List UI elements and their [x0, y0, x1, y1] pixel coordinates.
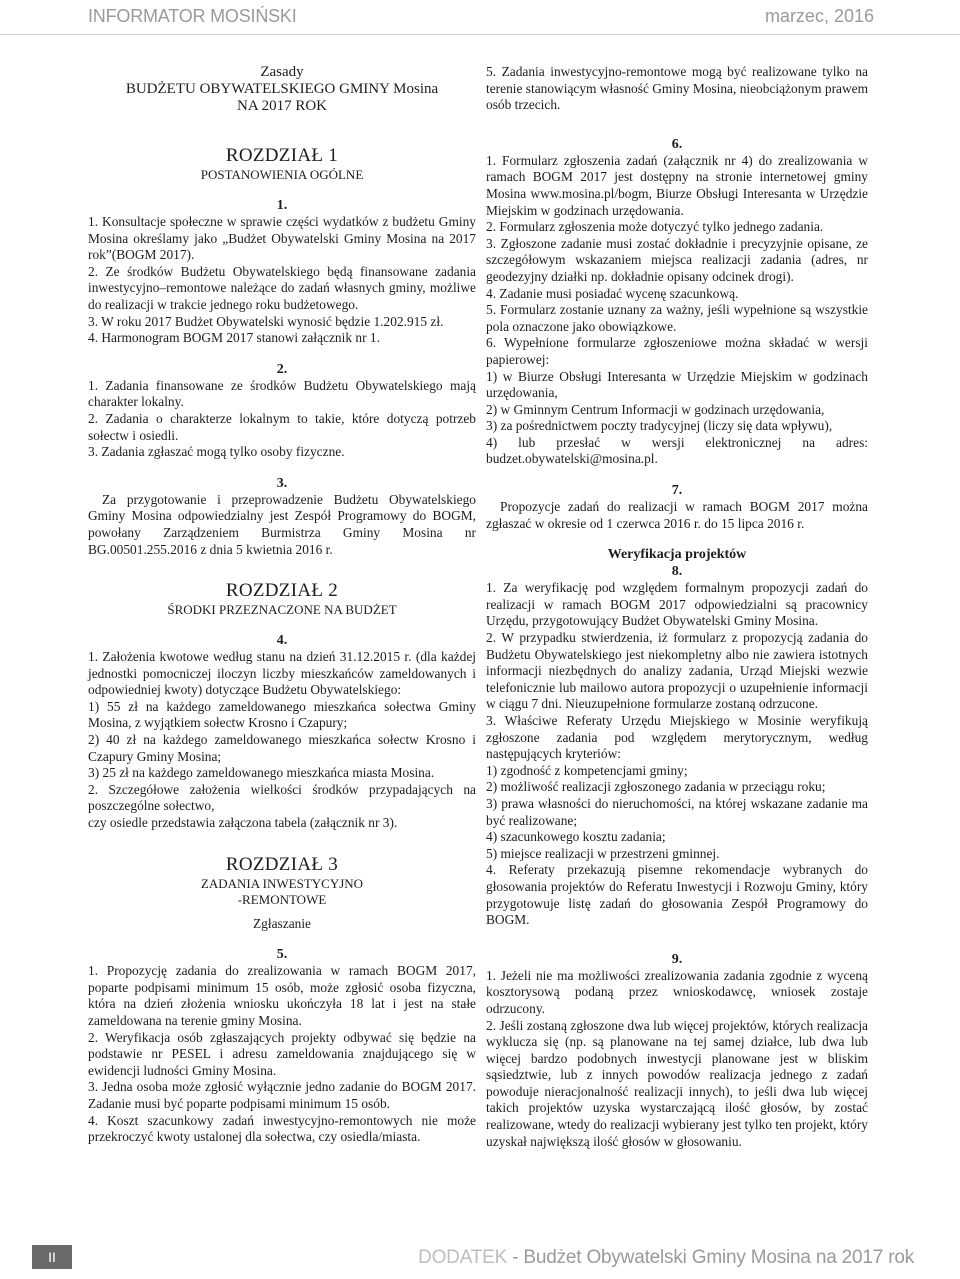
section-3-heading: 3. [276, 475, 288, 491]
publication-title: INFORMATOR MOSIŃSKI [88, 6, 297, 26]
section-4-point-1: 1. Założenia kwotowe według stanu na dzień 31.12.2015 r. (dla każdej jednostki pomocniczej iloczyn liczby mieszkańców zameldowanych i odpowiedniej kwoty) dotyczące Budżetu Obywatelskiego: [88, 649, 476, 698]
section-2-point-2: 2. Zadania o charakterze lokalnym to takie, które dotyczą potrzeb sołectw i osiedli. [88, 410, 476, 443]
section-8-heading: 8. [671, 564, 683, 580]
section-6-point-1: 1. Formularz zgłoszenia zadań (załącznik nr 4) do zrealizowania w ramach BOGM 2017 jest dostępny na stronie internetowej gminy Mosina www.mosina.pl/bogm, Biurze Obsługi Interesanta w Urzędzie Miejskim w godzinach urzędowania. [486, 152, 868, 218]
page-footer [0, 1239, 960, 1279]
section-1-point-2: 2. Ze środków Budżetu Obywatelskiego będą finansowane zadania inwestycyjno–remontowe należące do zadań własnych gminy, możliwe do realizacji w trakcie jednego roku budżetowego. [88, 263, 476, 312]
section-6-point-6c: 3) za pośrednictwem poczty tradycyjnej (liczy się data wpływu), [486, 418, 833, 434]
section-9-point-2: 2. Jeśli zostaną zgłoszone dwa lub więcej projektów, których realizacja wyklucza się (np. są planowane na tej samej działce, lub dwa lub więcej bardzo podobnych inwestycji planowane jest w bliskim sąsiedztwie, lub z innych powodów realizacja jednego z zadań powoduje nieracjonalność realizacji innych), to jeśli dwa lub więcej takich projektów uzyska wystarczającą ilość głosów, by zostać realizowane, wtedy do realizacji wybierany jest tylko ten projekt, który uzyskał największą ilość głosów w głosowaniu. [486, 1017, 868, 1149]
chapter-3-title: ROZDZIAŁ 3 [225, 853, 339, 875]
doc-title-line-3: NA 2017 ROK [236, 98, 327, 114]
section-3-text: Za przygotowanie i przeprowadzenie Budżetu Obywatelskiego Gminy Mosina odpowiedzialny jest Zespół Programowy do BOGM, powołany Zarządzeniem Burmistrza Gminy Mosina nr BG.00501.255.2016 z dnia 5 kwietnia 2016 r. [88, 491, 476, 557]
section-5-point-1: 1. Propozycję zadania do zrealizowania w ramach BOGM 2017, poparte podpisami minimum 15 osób, może zgłosić osoba fizyczna, która na dzień złożenia wniosku ukończyła 18 lat i jest na stałe zameldowana na terenie gminy Mosina. [88, 963, 476, 1028]
section-8-point-1: 1. Za weryfikację pod względem formalnym propozycji zadań do realizacji w ramach BOGM 2017 odpowiedzialni są pracownicy Urzędu, przygotowujący Budżet Obywatelski Gminy Mosina. [486, 580, 868, 629]
section-6-point-6d: 4) lub przesłać w wersji elektronicznej na adres: budzet.obywatelski@mosina.pl. [486, 434, 868, 467]
section-4-point-1b: 2) 40 zł na każdego zameldowanego mieszkańca sołectw Krosno i Czapury Gminy Mosina; [88, 732, 476, 764]
section-9-heading: 9. [671, 951, 683, 967]
right-column [486, 64, 868, 1150]
section-5-heading: 5. [276, 947, 288, 963]
supplement-title [418, 1247, 914, 1269]
section-8-point-3a: 1) zgodność z kompetencjami gminy; [486, 762, 688, 778]
section-4-point-2b: czy osiedle przedstawia załączona tabela (załącznik nr 3). [88, 815, 398, 831]
chapter-3-subtitle-1: ZADANIA INWESTYCYJNO [200, 875, 364, 891]
left-column [88, 64, 476, 1146]
chapter-3-subtitle-2: -REMONTOWE [237, 891, 327, 907]
chapter-2-title: ROZDZIAŁ 2 [225, 580, 339, 602]
section-4-point-2: 2. Szczegółowe założenia wielkości środków przypadających na poszczególne sołectwo, [88, 781, 476, 814]
section-5-point-5: 5. Zadania inwestycyjno-remontowe mogą być realizowane tylko na terenie stanowiącym własność Gminy Mosina, nieobciążonym prawem osób trzecich. [486, 64, 868, 113]
section-8-point-3c: 3) prawa własności do nieruchomości, na której wskazane zadanie ma być realizowane; [486, 795, 868, 828]
section-6-point-6b: 2) w Gminnym Centrum Informacji w godzinach urzędowania, [486, 401, 825, 417]
section-1-point-3: 3. W roku 2017 Budżet Obywatelski wynosić będzie 1.202.915 zł. [88, 313, 444, 329]
section-2-point-1: 1. Zadania finansowane ze środków Budżetu Obywatelskiego mają charakter lokalny. [88, 377, 476, 410]
section-6-heading: 6. [671, 136, 683, 152]
section-6-point-5: 5. Formularz zostanie uznany za ważny, jeśli wypełnione są wszystkie pola oznaczone jako obowiązkowe. [486, 302, 868, 334]
section-8-point-3: 3. Właściwe Referaty Urzędu Miejskiego w Mosinie weryfikują zgłoszone zadania pod względem merytorycznym, według następujących kryteriów: [486, 713, 868, 762]
section-9-point-1: 1. Jeżeli nie ma możliwości zrealizowania zadania zgodnie z wyceną kosztorysową podaną przez wnioskodawcę, wniosek zostaje odrzucony. [486, 967, 868, 1016]
section-8-point-3e: 5) miejsce realizacji w przestrzeni gminnej. [486, 845, 720, 861]
section-4-point-1c: 3) 25 zł na każdego zameldowanego mieszkańca miasta Mosina. [88, 765, 435, 781]
section-6-point-6a: 1) w Biurze Obsługi Interesanta w Urzędzie Miejskim w godzinach urzędowania, [486, 368, 868, 401]
section-6-point-2: 2. Formularz zgłoszenia może dotyczyć tylko jednego zadania. [486, 219, 824, 235]
section-1-point-1: 1. Konsultacje społeczne w sprawie części wydatków z budżetu Gminy Mosina określamy jako „Budżet Obywatelski Gminy Mosina na 2017 rok”(BOGM 2017). [88, 214, 476, 263]
section-6-point-4: 4. Zadanie musi posiadać wycenę szacunkową. [486, 285, 739, 301]
chapter-2-subtitle: ŚRODKI PRZEZNACZONE NA BUDŻET [167, 602, 397, 618]
supplement-label: DODATEK [418, 1247, 508, 1268]
section-8-point-4: 4. Referaty przekazują pisemne rekomendacje wybranych do głosowania projektów do Referatu Inwestycji i Rozwoju Gminy, który przygotowuje listę zadań do głosowania Zespół Programowy do BOGM. [486, 862, 868, 928]
section-2-heading: 2. [276, 361, 288, 377]
section-1-heading: 1. [276, 198, 288, 213]
section-8-point-3b: 2) możliwość realizacji zgłoszonego zadania w przeciągu roku; [486, 779, 826, 795]
section-7-text: Propozycje zadań do realizacji w ramach BOGM 2017 można zgłaszać w okresie od 1 czerwca 2016 r. do 15 lipca 2016 r. [486, 499, 868, 531]
chapter-3-subheading: Zgłaszanie [253, 915, 311, 931]
section-5-point-4: 4. Koszt szacunkowy zadań inwestycyjno-remontowych nie może przekroczyć kwoty ustalonej dla sołectwa, czy osiedla/miasta. [88, 1112, 476, 1145]
chapter-1-subtitle: POSTANOWIENIA OGÓLNE [200, 167, 364, 182]
section-6-point-3: 3. Zgłoszone zadanie musi zostać dokładnie i precyzyjnie opisane, ze szczegółowym wskazaniem miejsca realizacji zadania (adres, nr geodezyjny działki np. dokładnie opisany odcinek drogi). [486, 235, 868, 284]
section-6-point-6: 6. Wypełnione formularze zgłoszeniowe można składać w wersji papierowej: [486, 335, 868, 367]
page-number: II [32, 1245, 72, 1269]
section-4-point-1a: 1) 55 zł na każdego zameldowanego mieszkańca sołectwa Gminy Mosina, z wyjątkiem sołectw Krosno i Czapury; [88, 698, 476, 731]
verification-title: Weryfikacja projektów [607, 547, 747, 563]
section-7-heading: 7. [671, 483, 683, 499]
supplement-name: - Budżet Obywatelski Gminy Mosina na 2017 rok [507, 1247, 914, 1268]
section-4-heading: 4. [276, 633, 288, 649]
issue-date: marzec, 2016 [764, 6, 874, 26]
chapter-1-title: ROZDZIAŁ 1 [225, 145, 339, 166]
page-header [0, 0, 960, 35]
section-1-point-4: 4. Harmonogram BOGM 2017 stanowi załącznik nr 1. [88, 330, 380, 346]
doc-title-line-2: BUDŻETU OBYWATELSKIEGO GMINY Mosina [125, 81, 439, 97]
doc-title-line-1: Zasady [260, 64, 304, 80]
section-8-point-2: 2. W przypadku stwierdzenia, iż formularz z propozycją zadania do Budżetu Obywatelskiego jest niekompletny albo nie zawiera istotnych informacji niezbędnych do analizy zadania, Urząd Miejski wezwie telefonicznie lub mailowo autora propozycji o uzupełnienie informacji w ciągu 7 dni. Nieuzupełnione formularze zostaną odrzucone. [486, 630, 868, 712]
section-2-point-3: 3. Zadania zgłaszać mogą tylko osoby fizyczne. [88, 444, 345, 460]
section-5-point-2: 2. Weryfikacja osób zgłaszających projekty odbywać się będzie na podstawie nr PESEL i adresu zameldowania znajdującego się w ewidencji ludności Gminy Mosina. [88, 1029, 476, 1078]
section-8-point-3d: 4) szacunkowego kosztu zadania; [486, 829, 666, 845]
section-5-point-3: 3. Jedna osoba może zgłosić wyłącznie jedno zadanie do BOGM 2017. Zadanie musi być poparte podpisami minimum 15 osób. [88, 1079, 476, 1111]
